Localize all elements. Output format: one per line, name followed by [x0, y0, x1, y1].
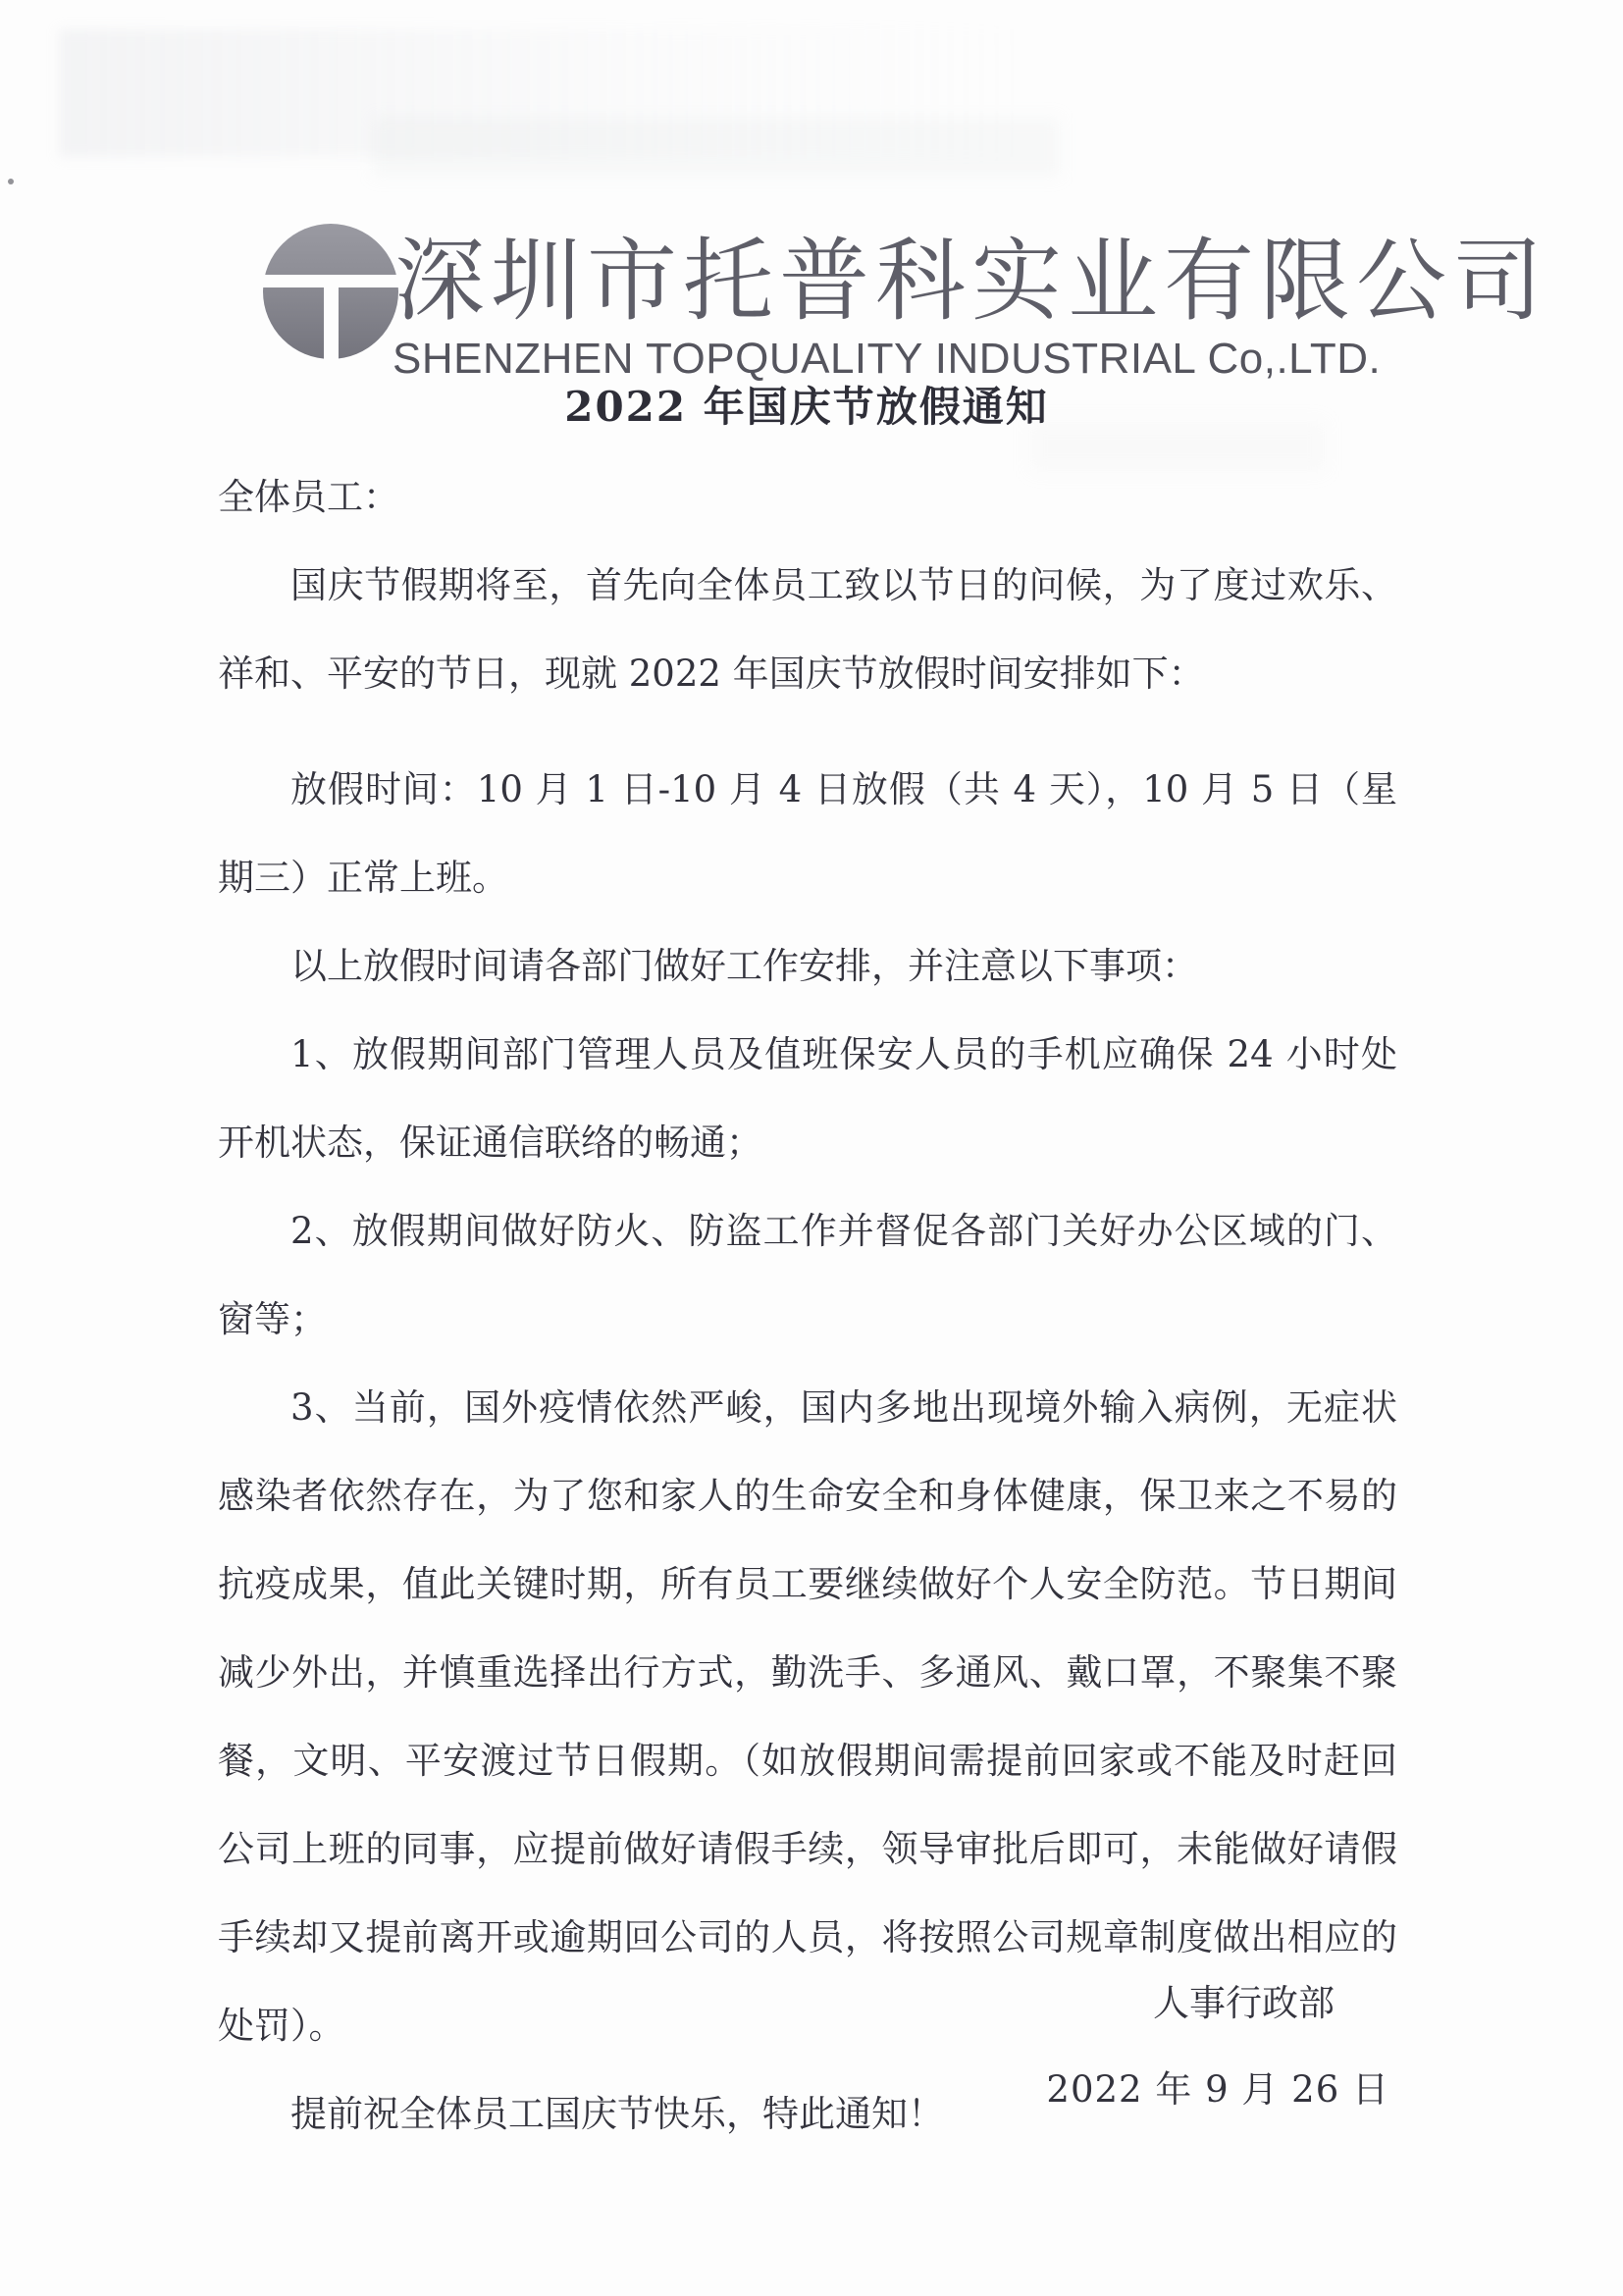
logo-t-vertical-bar	[324, 275, 339, 363]
signature-department: 人事行政部	[1153, 1982, 1335, 2024]
paragraph-greeting: 国庆节假期将至，首先向全体员工致以节日的问候，为了度过欢乐、祥和、平安的节日，现就 2022 年国庆节放假时间安排如下：	[218, 564, 1397, 695]
company-name-chinese: 深圳市托普科实业有限公司	[394, 229, 1549, 334]
scan-speck-artifact	[8, 179, 14, 184]
signature-date: 2022 年 9 月 26 日	[1046, 2068, 1389, 2111]
company-logo-t-circle-icon	[263, 224, 398, 359]
notice-title: 2022 年国庆节放假通知	[564, 383, 1049, 431]
paragraph-holiday-dates: 放假时间：10 月 1 日-10 月 4 日放假（共 4 天），10 月 5 日（星期三）正常上班。	[218, 768, 1397, 899]
paragraph-arrangement-note: 以上放假时间请各部门做好工作安排，并注意以下事项：	[290, 945, 1198, 987]
signature-block	[218, 1960, 1397, 2133]
scan-wash-artifact	[373, 118, 1060, 177]
notice-body	[218, 453, 1397, 2159]
paragraph-item-1: 1、放假期间部门管理人员及值班保安人员的手机应确保 24 小时处开机状态，保证通信联络的畅通；	[218, 1033, 1397, 1164]
paragraph-item-2: 2、放假期间做好防火、防盗工作并督促各部门关好办公区域的门、窗等；	[218, 1210, 1397, 1340]
paragraph-closing: 提前祝全体员工国庆节快乐，特此通知！	[290, 2093, 944, 2135]
salutation: 全体员工：	[218, 476, 399, 518]
paragraph-item-3: 3、当前，国外疫情依然严峻，国内多地出现境外输入病例，无症状感染者依然存在，为了您和家人的生命安全和身体健康，保卫来之不易的抗疫成果，值此关键时期，所有员工要继续做好个人安全防范。节日期间减少外出，并慎重选择出行方式，勤洗手、多通风、戴口罩，不聚集不聚餐，文明、平安渡过节日假期。（如放假期间需提前回家或不能及时赶回公司上班的同事，应提前做好请假手续，领导审批后即可，未能做好请假手续却又提前离开或逾期回公司的人员，将按照公司规章制度做出相应的处罚）。	[218, 1386, 1397, 2047]
company-name-english: SHENZHEN TOPQUALITY INDUSTRIAL Co,.LTD.	[393, 335, 1382, 383]
scan-wash-artifact	[59, 29, 1021, 157]
